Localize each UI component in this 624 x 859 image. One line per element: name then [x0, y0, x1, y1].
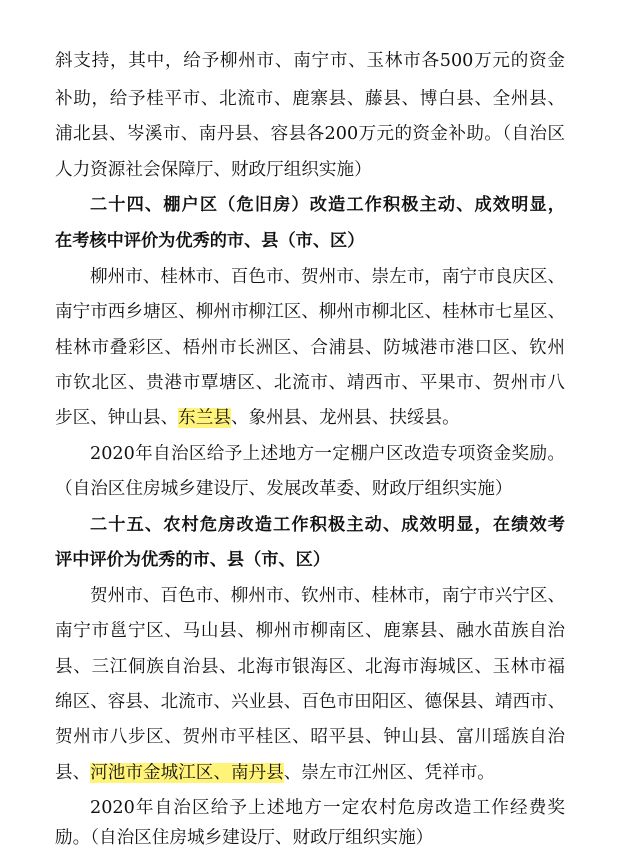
text-line: 励。（自治区住房城乡建设厅、财政厅组织实施） [55, 828, 434, 848]
text-line: 贺州市、百色市、柳州市、钦州市、桂林市，南宁市兴宁区、 [90, 586, 565, 606]
text-segment: 县、 [55, 763, 91, 783]
text-line: 县、三江侗族自治县、北海市银海区、北海市海城区、玉林市福 [55, 657, 565, 677]
section-heading-25-cont: 评中评价为优秀的市、县（市、区） [55, 550, 331, 570]
section-heading-25: 二十五、农村危房改造工作积极主动、成效明显，在绩效考 [90, 515, 565, 535]
text-line: 斜支持，其中，给予柳州市、南宁市、玉林市各500万元的资金 [55, 51, 565, 71]
text-segment: 、崇左市江州区、凭祥市。 [283, 763, 495, 783]
text-line: 柳州市、桂林市、百色市、贺州市、崇左市，南宁市良庆区、 [90, 267, 565, 287]
text-line: 人力资源社会保障厅、财政厅组织实施） [55, 160, 372, 180]
text-line: （自治区住房城乡建设厅、发展改革委、财政厅组织实施） [55, 479, 513, 499]
text-line: 2020年自治区给予上述地方一定农村危房改造工作经费奖 [90, 798, 565, 818]
text-segment: 步区、钟山县、 [55, 408, 179, 428]
text-line [55, 756, 565, 790]
text-line: 2020年自治区给予上述地方一定棚户区改造专项资金奖励。 [90, 444, 565, 464]
text-line: 浦北县、岑溪市、南丹县、容县各200万元的资金补助。（自治区 [55, 124, 565, 144]
text-line: 绵区、容县、北流市、兴业县、百色市田阳区、德保县、靖西市、 [55, 692, 565, 712]
text-line: 南宁市西乡塘区、柳州市柳江区、柳州市柳北区、桂林市七星区、 [55, 302, 565, 322]
text-line: 南宁市邕宁区、马山县、柳州市柳南区、鹿寨县、融水苗族自治 [55, 621, 565, 641]
text-line: 桂林市叠彩区、梧州市长洲区、合浦县、防城港市港口区、钦州 [55, 338, 565, 358]
section-heading-24: 二十四、棚户区（危旧房）改造工作积极主动、成效明显， [90, 195, 565, 215]
text-line: 补助，给予桂平市、北流市、鹿寨县、藤县、博白县、全州县、 [55, 89, 565, 109]
text-line: 市钦北区、贵港市覃塘区、北流市、靖西市、平果市、贺州市八 [55, 373, 565, 393]
text-segment: 、象州县、龙州县、扶绥县。 [230, 408, 460, 428]
text-line [55, 401, 565, 435]
section-heading-24-cont: 在考核中评价为优秀的市、县（市、区） [55, 231, 365, 251]
highlighted-text: 河池市金城江区、南丹县 [90, 763, 284, 783]
highlighted-text: 东兰县 [178, 408, 231, 428]
text-line: 贺州市八步区、贺州市平桂区、昭平县、钟山县、富川瑶族自治 [55, 727, 565, 747]
